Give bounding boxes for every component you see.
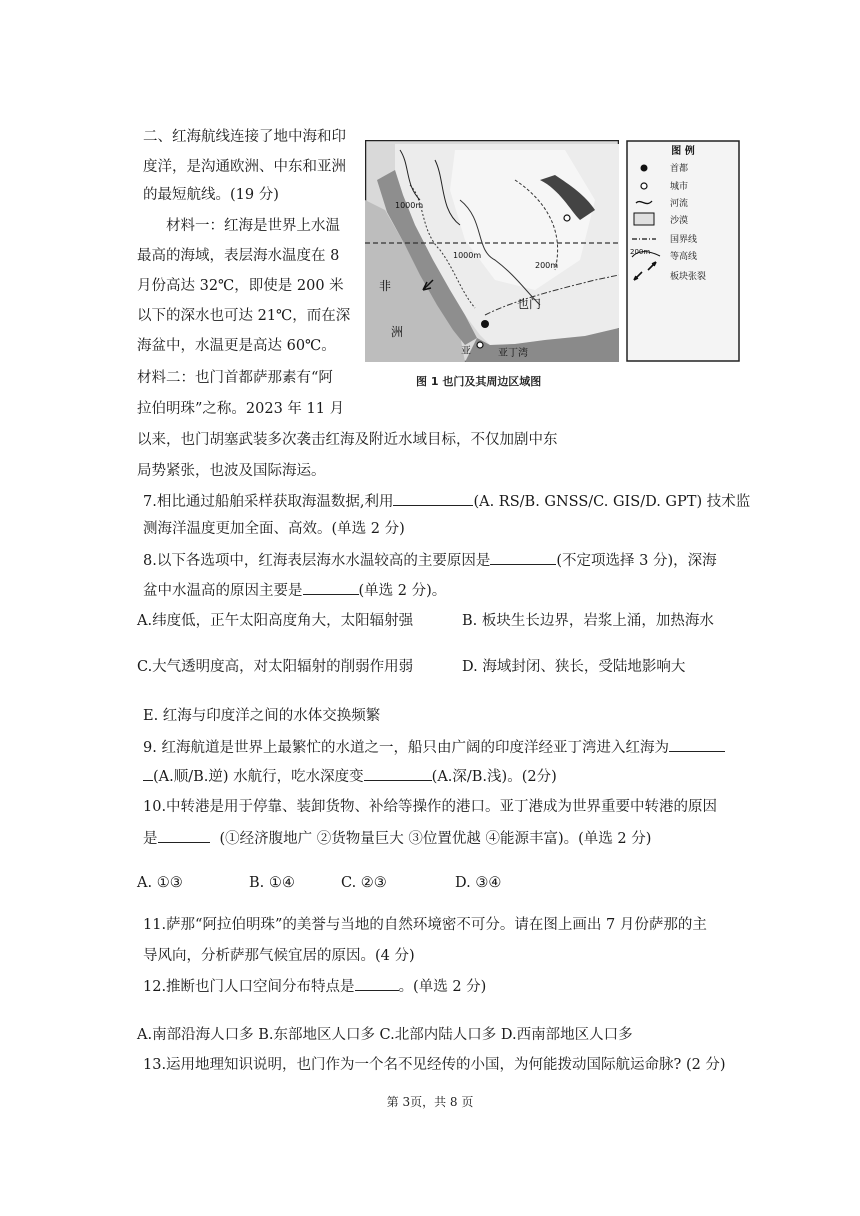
map-label-africa: 非 xyxy=(379,279,392,293)
material2-text: 以来，也门胡塞武装多次袭击红海及附近水域目标，不仅加剧中东 xyxy=(137,432,558,448)
q10-option: D. ③④ xyxy=(455,875,502,891)
material1-text: 以下的深水也可达 21℃，而在深 xyxy=(137,308,351,324)
q9-text: (A.深/B.浅)。(2分) xyxy=(431,769,557,785)
q7-text: (A. RS/B. GNSS/C. GIS/D. GPT) 技术监 xyxy=(473,494,751,510)
material1-text: 海盆中，水温更是高达 60℃。 xyxy=(137,338,336,354)
q7-text: 7.相比通过船舶采样获取海温数据,利用 xyxy=(143,494,394,510)
q13-text: 13.运用地理知识说明，也门作为一个名不见经传的小国，为何能拨动国际航运命脉? (2 分) xyxy=(143,1057,726,1073)
answer-blank[interactable] xyxy=(393,491,473,506)
q10-text: (①经济腹地广 ②货物量巨大 ③位置优越 ④能源丰富)。(单选 2 分) xyxy=(219,831,652,847)
question-7 xyxy=(143,491,750,512)
map-label-gulf: 亚丁湾 xyxy=(498,348,528,359)
material1-text: 月份高达 32℃，即使是 200 米 xyxy=(137,278,344,294)
q12-text: 12.推断也门人口空间分布特点是 xyxy=(143,979,355,995)
legend-title: 图 例 xyxy=(671,146,695,157)
material2-text: 局势紧张，也波及国际海运。 xyxy=(137,463,326,479)
q10-option: B. ①④ xyxy=(249,875,295,891)
q10-option: A. ①③ xyxy=(137,875,183,891)
material1-text: 材料一：红海是世界上水温 xyxy=(166,218,340,234)
desert-icon xyxy=(634,213,654,225)
q9-text: 9. 红海航道是世界上最繁忙的水道之一，船只由广阔的印度洋经亚丁湾进入红海为 xyxy=(143,740,669,756)
question-10-cont xyxy=(143,828,651,849)
legend-item: 等高线 xyxy=(670,252,698,262)
option-a: A.纬度低，正午太阳高度角大，太阳辐射强 xyxy=(137,613,414,629)
q10-option: C. ②③ xyxy=(341,875,387,891)
map-label-yemen: 也门 xyxy=(517,297,542,311)
section-title: 二、红海航线连接了地中海和印 xyxy=(143,129,346,145)
question-8-cont xyxy=(143,580,446,601)
yemen-region-map xyxy=(365,140,619,362)
answer-blank[interactable] xyxy=(490,550,556,565)
material2-text: 材料二：也门首都萨那素有“阿 xyxy=(137,370,333,386)
q8-text: (单选 2 分)。 xyxy=(358,583,447,599)
q12-options: A.南部沿海人口多 B.东部地区人口多 C.北部内陆人口多 D.西南部地区人口多 xyxy=(137,1027,633,1043)
page-footer: 第 3页，共 8 页 xyxy=(386,1095,474,1109)
question-9 xyxy=(143,737,725,758)
answer-blank[interactable] xyxy=(158,828,210,843)
option-b: B. 板块生长边界，岩浆上涌，加热海水 xyxy=(462,613,714,629)
capital-icon xyxy=(641,165,648,172)
legend-item: 国界线 xyxy=(670,235,698,245)
q7-text: 测海洋温度更加全面、高效。(单选 2 分) xyxy=(143,521,405,537)
section-text: 度洋，是沟通欧洲、中东和亚洲 xyxy=(143,159,346,175)
answer-blank[interactable] xyxy=(303,580,359,595)
legend-item: 首都 xyxy=(670,164,689,174)
answer-blank[interactable] xyxy=(143,766,153,781)
section-text: 的最短航线。(19 分) xyxy=(143,187,279,203)
legend-item: 沙漠 xyxy=(670,216,689,226)
material2-text: 拉伯明珠”之称。2023 年 11 月 xyxy=(137,401,345,417)
q8-text: 8.以下各选项中，红海表层海水水温较高的主要原因是 xyxy=(143,553,491,569)
q10-text: 是 xyxy=(143,831,158,847)
city-icon xyxy=(641,183,647,189)
contour-label: 1000m xyxy=(395,201,424,210)
q11-text: 11.萨那“阿拉伯明珠”的美誉与当地的自然环境密不可分。请在图上画出 7 月份萨那的主 xyxy=(143,917,707,933)
contour-label: 200m xyxy=(535,261,559,270)
answer-blank[interactable] xyxy=(364,766,432,781)
q8-text: 盆中水温高的原因主要是 xyxy=(143,583,303,599)
q8-text: (不定项选择 3 分)，深海 xyxy=(556,553,717,569)
q9-text: (A.顺/B.逆) 水航行，吃水深度变 xyxy=(153,769,364,785)
option-d: D. 海域封闭、狭长，受陆地影响大 xyxy=(462,659,686,675)
option-c: C.大气透明度高，对太阳辐射的削弱作用弱 xyxy=(137,659,414,675)
question-9-cont xyxy=(143,766,557,787)
legend-item: 城市 xyxy=(670,182,689,192)
map-label-africa: 洲 xyxy=(391,325,404,339)
question-8 xyxy=(143,550,717,571)
map-caption: 图 1 也门及其周边区域图 xyxy=(416,375,542,388)
option-e: E. 红海与印度洋之间的水体交换频繁 xyxy=(143,708,381,724)
legend-item: 板块张裂 xyxy=(670,272,707,282)
q10-text: 10.中转港是用于停靠、装卸货物、补给等操作的港口。亚丁港成为世界重要中转港的原因 xyxy=(143,799,718,815)
question-12 xyxy=(143,976,486,997)
map-label-ya: 亚 xyxy=(461,346,471,357)
map-legend xyxy=(626,140,740,362)
material1-text: 最高的海域，表层海水温度在 8 xyxy=(137,248,340,264)
legend-item: 河流 xyxy=(670,199,689,209)
answer-blank[interactable] xyxy=(355,976,399,991)
q12-text: 。(单选 2 分) xyxy=(398,979,487,995)
contour-label: 1000m xyxy=(453,251,482,260)
q11-text: 导风向，分析萨那气候宜居的原因。(4 分) xyxy=(143,948,415,964)
legend-contour-value: 200m xyxy=(630,248,651,256)
answer-blank[interactable] xyxy=(669,737,725,752)
